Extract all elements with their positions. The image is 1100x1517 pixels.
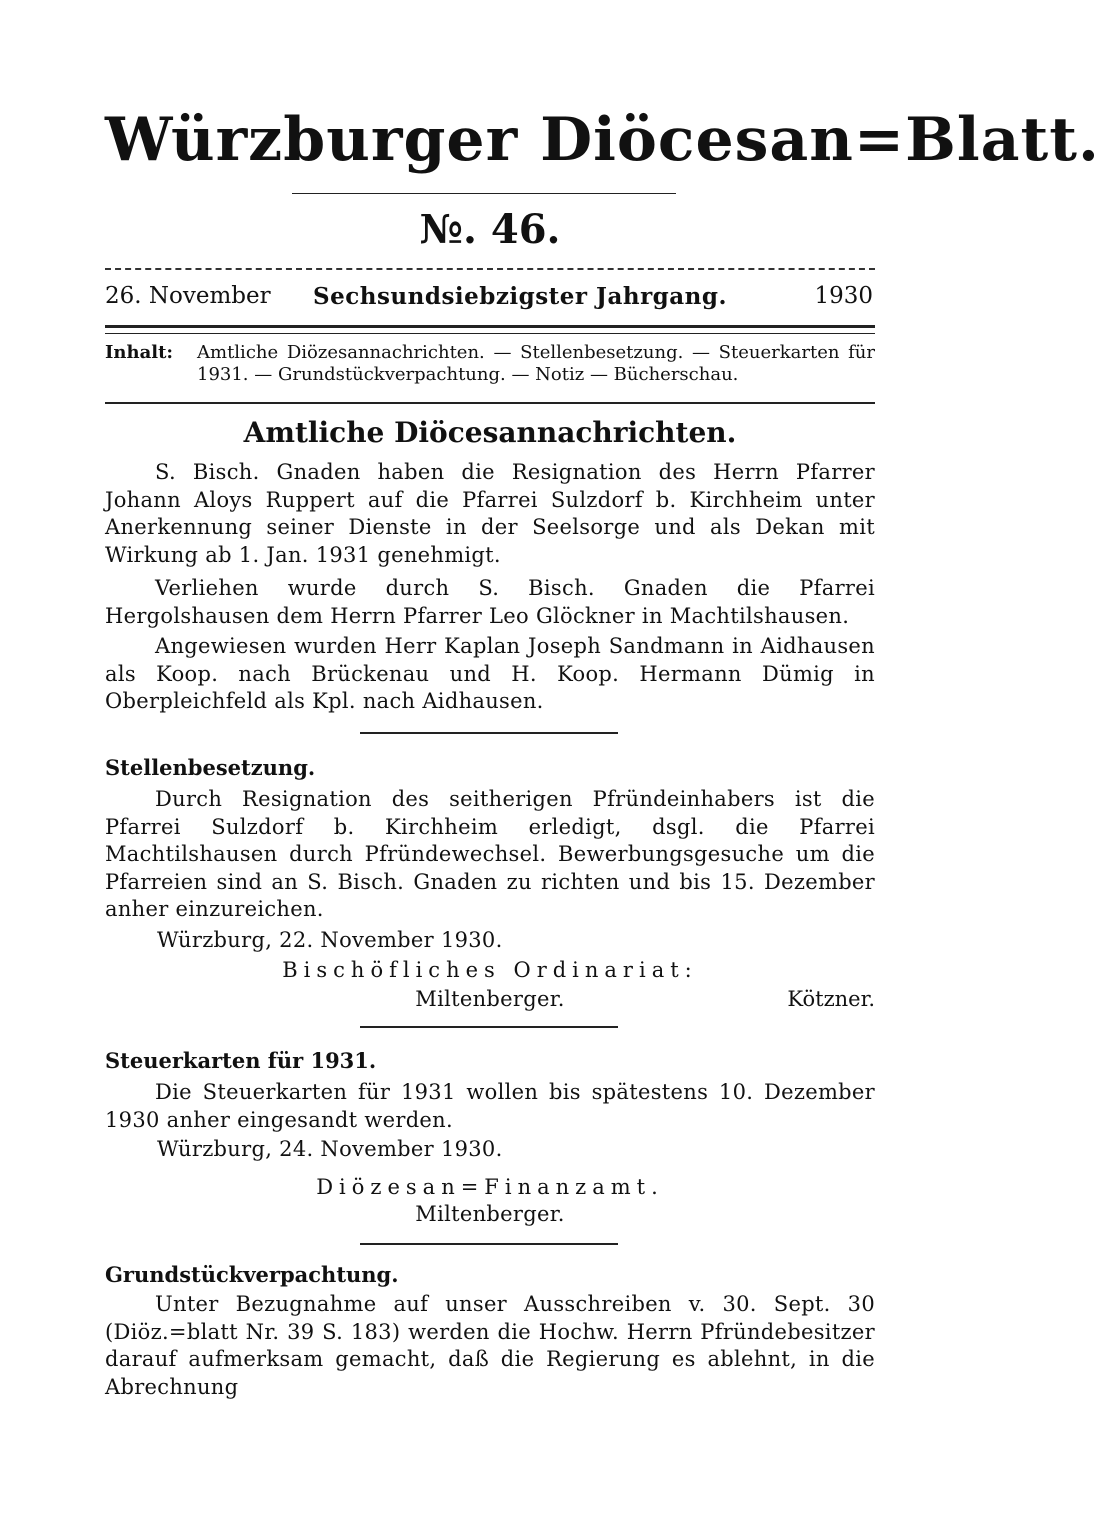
vacancies-signature-1: Miltenberger. (415, 987, 565, 1011)
table-of-contents (105, 342, 875, 386)
dateline-bottom-rule-thin (105, 333, 875, 334)
issue-year: 1930 (814, 283, 873, 309)
paragraph-land-lease: Unter Bezugnahme auf unser Ausschreiben v. 30. Sept. 30 (Diöz.=blatt Nr. 39 S. 183) werden die Hochw. Herrn Pfründebesitzer darauf aufmerksam gemacht, daß die Regierung es ablehnt, in die Abrechnung (105, 1292, 875, 1399)
section-divider (360, 1026, 618, 1028)
vacancies-office: Bischöfliches Ordinariat: (282, 958, 698, 982)
paragraph-vacancies: Durch Resignation des seitherigen Pfründeinhabers ist die Pfarrei Sulzdorf b. Kirchheim erledigt, dsgl. die Pfarrei Machtilshausen durch Pfründewechsel. Bewerbungsgesuche um die Pfarreien sind an S. Bisch. Gnaden zu richten und bis 15. Dezember anher einzureichen. (105, 787, 875, 921)
paragraph-tax-cards: Die Steuerkarten für 1931 wollen bis spätestens 10. Dezember 1930 anher eingesandt werden. (105, 1080, 875, 1132)
section-title-land-lease: Grundstückverpachtung. (105, 1262, 399, 1287)
section-title-vacancies: Stellenbesetzung. (105, 755, 316, 780)
toc-bottom-rule (105, 402, 875, 404)
paragraph-resignation: S. Bisch. Gnaden haben die Resignation des Herrn Pfarrer Johann Aloys Ruppert auf die Pfarrei Sulzdorf b. Kirchheim unter Anerkennung seiner Dienste in der Seelsorge und als Dekan mit Wirkung ab 1. Jan. 1931 genehmigt. (105, 460, 875, 567)
dateline-bottom-rule (105, 325, 875, 328)
dateline-top-rule (105, 268, 875, 270)
tax-signature: Miltenberger. (415, 1202, 565, 1226)
paragraph-assignments: Angewiesen wurden Herr Kaplan Joseph Sandmann in Aidhausen als Koop. nach Brückenau und H. Koop. Hermann Dümig in Oberpleichfeld als Kpl. nach Aidhausen. (105, 634, 875, 713)
dateline (105, 283, 875, 319)
section-divider (360, 1243, 618, 1245)
issue-date: 26. November (105, 283, 271, 309)
toc-text: Amtliche Diözesannachrichten. — Stellenbesetzung. — Steuerkarten für 1931. — Grundstückverpachtung. — Notiz — Bücherschau. (197, 342, 875, 385)
tax-office: Diözesan=Finanzamt. (316, 1175, 664, 1199)
vacancies-place-date: Würzburg, 22. November 1930. (157, 928, 503, 952)
title-rule (292, 193, 676, 194)
toc-label: Inhalt: (105, 342, 174, 363)
paragraph-appointment: Verliehen wurde durch S. Bisch. Gnaden die Pfarrei Hergolshausen dem Herrn Pfarrer Leo Glöckner in Machtilshausen. (105, 576, 875, 628)
tax-place-date: Würzburg, 24. November 1930. (157, 1137, 503, 1161)
issue-number: №. 46. (419, 206, 561, 253)
section-title-official-news: Amtliche Diöcesannachrichten. (243, 416, 737, 449)
section-title-tax-cards: Steuerkarten für 1931. (105, 1048, 377, 1073)
volume-label: Sechsundsiebzigster Jahrgang. (313, 283, 727, 310)
vacancies-signature-2: Kötzner. (787, 987, 875, 1011)
section-divider (360, 732, 618, 734)
masthead-title: Würzburger Diöcesan=Blatt. (105, 105, 1100, 175)
